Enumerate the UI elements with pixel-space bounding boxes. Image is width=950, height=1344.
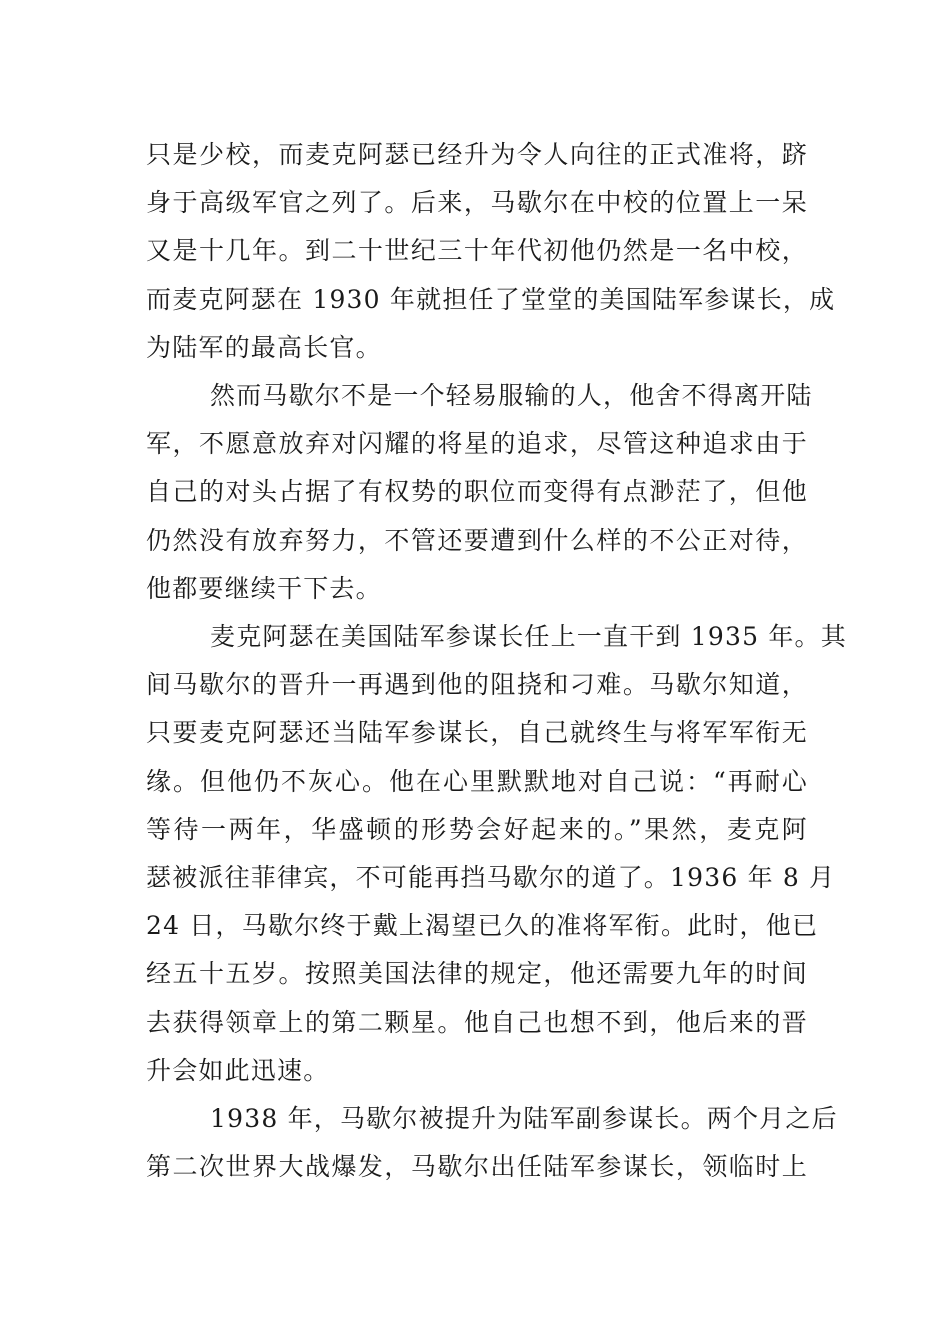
text-line: 他都要继续干下去。 bbox=[146, 573, 382, 603]
paragraph-3 bbox=[146, 613, 847, 1095]
text-line: 为陆军的最高长官。 bbox=[146, 332, 382, 362]
text-line: 去获得领章上的第二颗星。他自己也想不到，他后来的晋 bbox=[146, 1007, 808, 1037]
text-line: 只是少校，而麦克阿瑟已经升为令人向往的正式准将，跻 bbox=[146, 140, 808, 169]
document-body bbox=[146, 131, 847, 1191]
text-line: 等待一两年，华盛顿的形势会好起来的。”果然，麦克阿 bbox=[146, 814, 808, 844]
text-line: 缘。但他仍不灰心。他在心里默默地对自己说：“再耐心 bbox=[146, 766, 808, 796]
text-line: 然而马歇尔不是一个轻易服输的人，他舍不得离开陆 bbox=[210, 381, 813, 411]
text-line: 仍然没有放弃努力，不管还要遭到什么样的不公正对待， bbox=[146, 525, 808, 555]
paragraph-1 bbox=[146, 131, 836, 372]
text-line: 间马歇尔的晋升一再遇到他的阻挠和刁难。马歇尔知道， bbox=[146, 670, 808, 700]
text-line: 自己的对头占据了有权势的职位而变得有点渺茫了，但他 bbox=[146, 477, 808, 507]
text-line: 麦克阿瑟在美国陆军参谋长任上一直干到 1935 年。其 bbox=[210, 622, 847, 652]
text-line: 24 日，马歇尔终于戴上渴望已久的准将军衔。此时，他已 bbox=[146, 911, 819, 941]
paragraph-2 bbox=[146, 372, 813, 613]
text-line: 又是十几年。到二十世纪三十年代初他仍然是一名中校， bbox=[146, 236, 808, 266]
text-line: 经五十五岁。按照美国法律的规定，他还需要九年的时间 bbox=[146, 959, 808, 989]
text-line: 第二次世界大战爆发，马歇尔出任陆军参谋长，领临时上 bbox=[146, 1152, 808, 1182]
text-line: 只要麦克阿瑟还当陆军参谋长，自己就终生与将军军衔无 bbox=[146, 718, 808, 748]
text-line: 1938 年，马歇尔被提升为陆军副参谋长。两个月之后 bbox=[210, 1104, 838, 1134]
text-line: 身于高级军官之列了。后来，马歇尔在中校的位置上一呆 bbox=[146, 188, 808, 218]
text-line: 升会如此迅速。 bbox=[146, 1055, 330, 1085]
text-line: 瑟被派往菲律宾，不可能再挡马歇尔的道了。1936 年 8 月 bbox=[146, 863, 836, 893]
text-line: 军，不愿意放弃对闪耀的将星的追求，尽管这种追求由于 bbox=[146, 429, 808, 459]
paragraph-4 bbox=[146, 1095, 838, 1191]
text-line: 而麦克阿瑟在 1930 年就担任了堂堂的美国陆军参谋长，成 bbox=[146, 284, 836, 314]
